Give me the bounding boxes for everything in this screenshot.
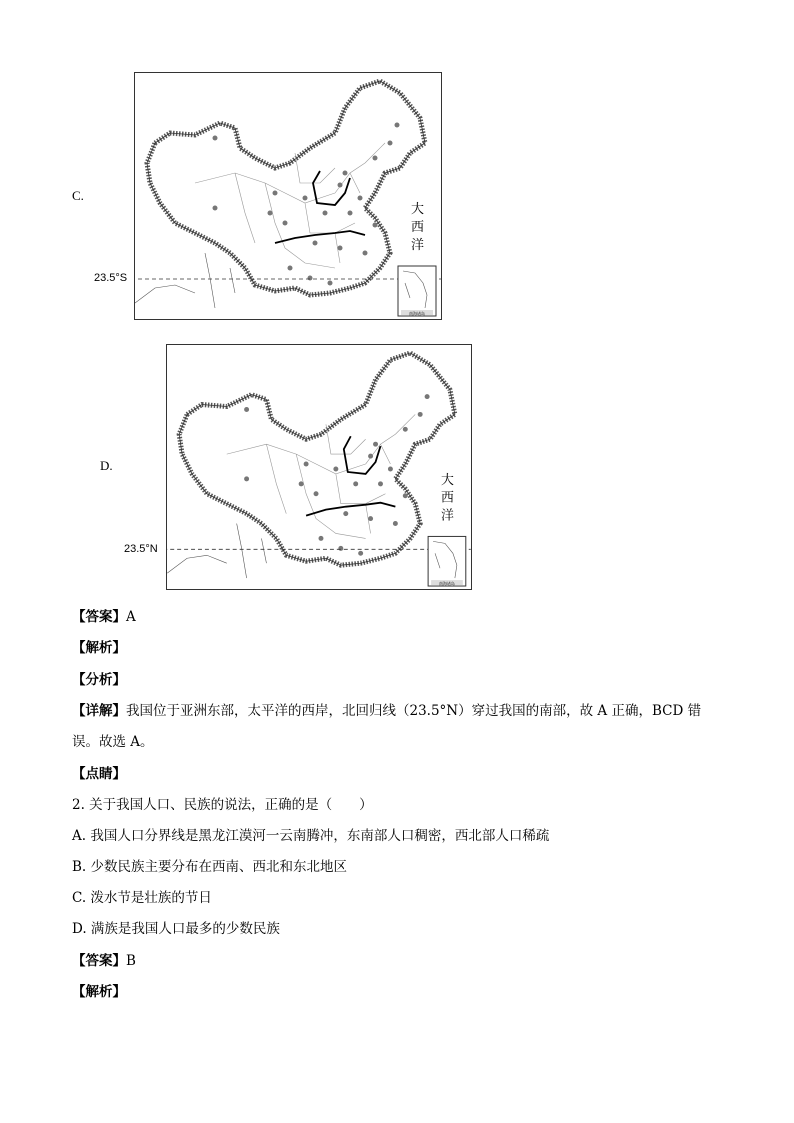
q2-option-a: A. 我国人口分界线是黑龙江漠河一云南腾冲，东南部人口稠密，西北部人口稀疏 [72, 828, 550, 844]
q2-analysis-tag: 【解析】 [72, 984, 126, 1000]
option-d-map [166, 344, 472, 590]
sea-label-2: 西 [441, 490, 454, 506]
q2-stem: 2. 关于我国人口、民族的说法，正确的是（ ） [72, 797, 373, 813]
option-d-letter: D. [100, 458, 113, 473]
q1-answer [72, 607, 136, 627]
river-line-north [313, 171, 350, 205]
south-china-sea-inset [398, 266, 436, 316]
river-line-south [306, 503, 395, 516]
q2-answer [72, 951, 136, 971]
sea-label-3: 洋 [441, 508, 454, 524]
q1-detail-line2: 误。故选 A。 [72, 734, 154, 750]
sea-label-2: 西 [411, 220, 425, 235]
sea-label-3: 洋 [411, 238, 425, 253]
option-c-latitude-label: 23.5°S [94, 272, 128, 284]
option-d-latitude-label: 23.5°N [124, 543, 158, 555]
q1-dianjing-tag: 【点睛】 [72, 766, 126, 782]
sea-label-1: 大 [441, 472, 454, 488]
sea-label-1: 大 [411, 202, 425, 217]
china-outline [179, 353, 455, 565]
q1-detail [72, 701, 701, 721]
q2-option-c: C. 泼水节是壮族的节日 [72, 890, 212, 906]
q1-fenxi-tag: 【分析】 [72, 672, 126, 688]
q2-option-b: B. 少数民族主要分布在西南、西北和东北地区 [72, 859, 348, 875]
answer-text: B [126, 953, 136, 969]
detail-line1: 我国位于亚洲东部，太平洋的西岸，北回归线（23.5°N）穿过我国的南部，故 A 正确，BCD 错 [126, 703, 702, 719]
inset-label: 南海诸岛 [439, 581, 455, 587]
answer-tag: 【答案】 [72, 609, 126, 625]
answer-text: A [126, 609, 136, 625]
q2-option-d: D. 满族是我国人口最多的少数民族 [72, 921, 280, 937]
q1-analysis-tag: 【解析】 [72, 640, 126, 656]
south-china-sea-inset [428, 536, 466, 586]
option-c-letter: C. [72, 188, 84, 203]
option-c-map [134, 72, 442, 320]
inset-label: 南海诸岛 [409, 311, 425, 316]
detail-tag: 【详解】 [72, 703, 126, 719]
answer-tag: 【答案】 [72, 953, 126, 969]
